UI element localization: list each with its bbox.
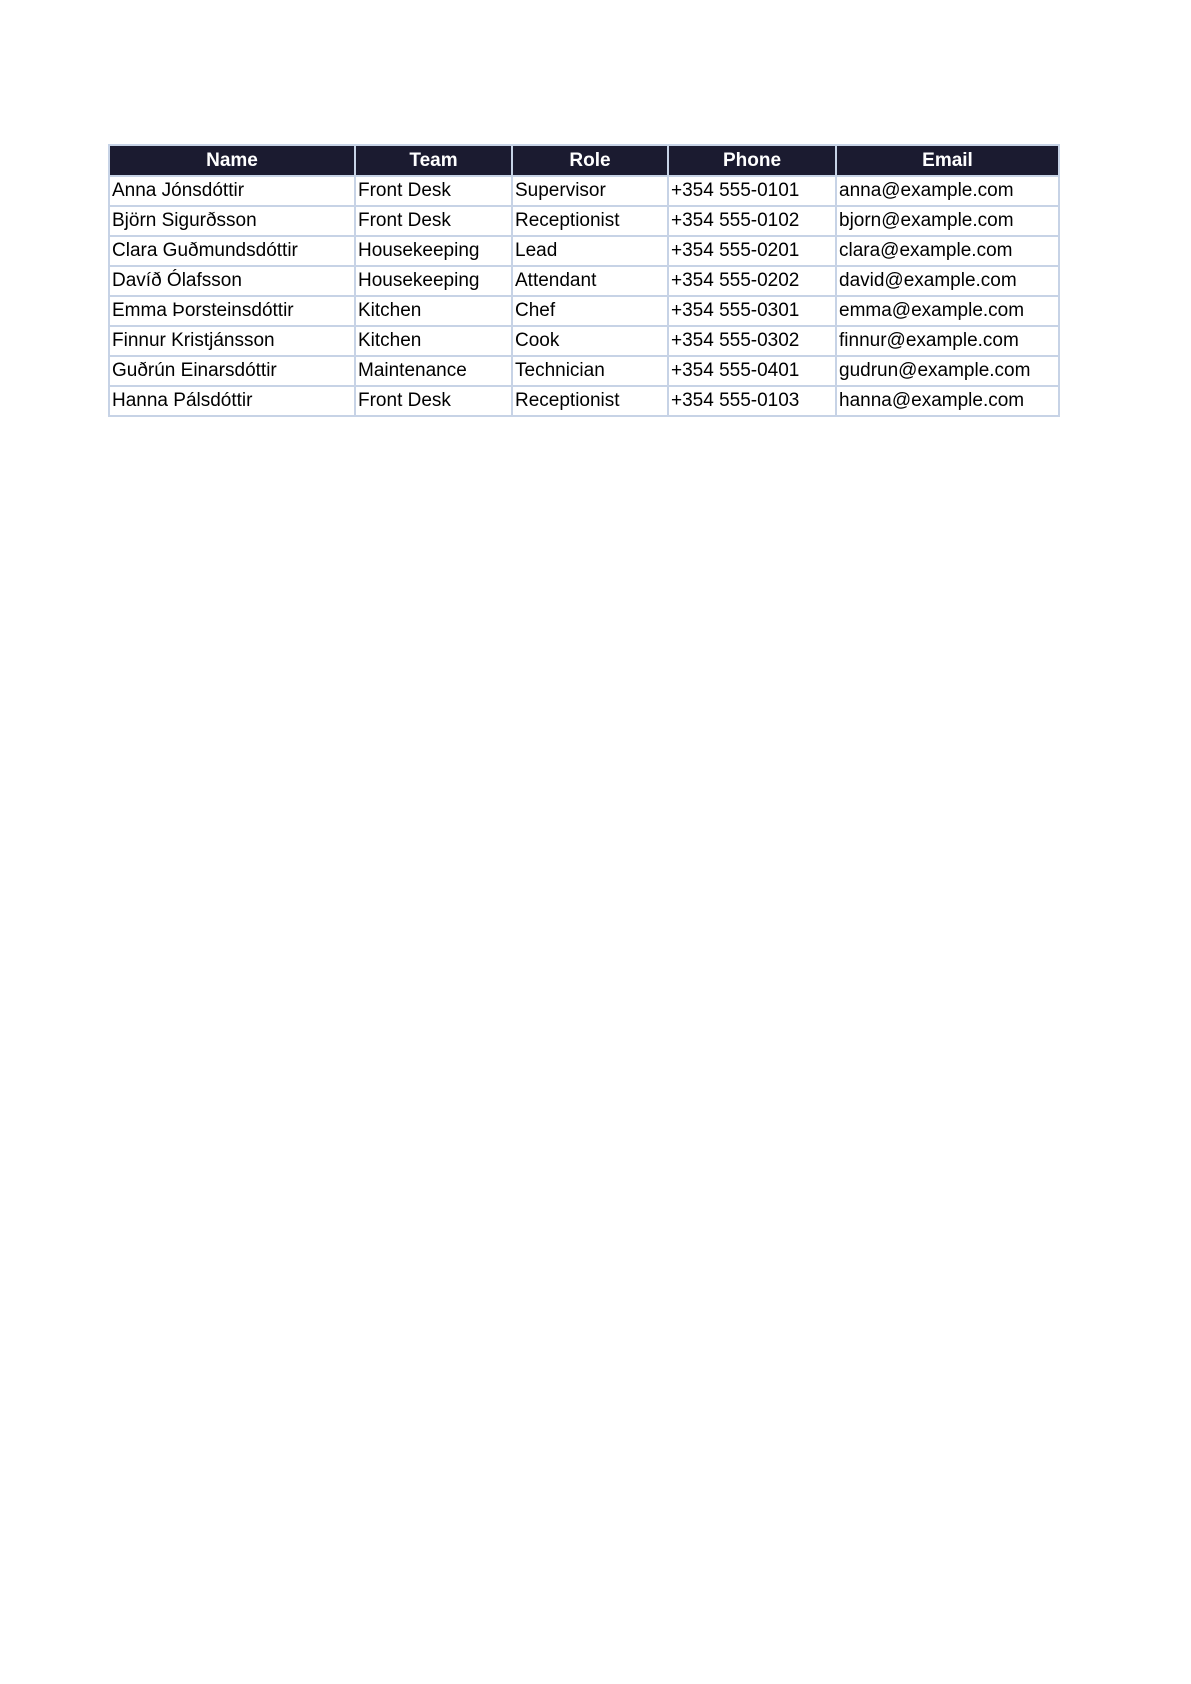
cell-name: Finnur Kristjánsson bbox=[109, 326, 355, 356]
table-row bbox=[109, 206, 1059, 236]
cell-email: hanna@example.com bbox=[836, 386, 1059, 416]
cell-team: Kitchen bbox=[355, 326, 512, 356]
column-header-email: Email bbox=[836, 145, 1059, 176]
cell-team: Kitchen bbox=[355, 296, 512, 326]
cell-name: Björn Sigurðsson bbox=[109, 206, 355, 236]
table-row bbox=[109, 236, 1059, 266]
cell-email: finnur@example.com bbox=[836, 326, 1059, 356]
cell-name: Clara Guðmundsdóttir bbox=[109, 236, 355, 266]
table-header-row bbox=[109, 145, 1059, 176]
cell-email: emma@example.com bbox=[836, 296, 1059, 326]
cell-role: Lead bbox=[512, 236, 668, 266]
cell-email: david@example.com bbox=[836, 266, 1059, 296]
column-header-team: Team bbox=[355, 145, 512, 176]
cell-email: anna@example.com bbox=[836, 176, 1059, 206]
cell-team: Maintenance bbox=[355, 356, 512, 386]
cell-phone: +354 555-0201 bbox=[668, 236, 836, 266]
cell-email: gudrun@example.com bbox=[836, 356, 1059, 386]
table-row bbox=[109, 266, 1059, 296]
cell-phone: +354 555-0302 bbox=[668, 326, 836, 356]
cell-phone: +354 555-0101 bbox=[668, 176, 836, 206]
cell-email: bjorn@example.com bbox=[836, 206, 1059, 236]
cell-phone: +354 555-0301 bbox=[668, 296, 836, 326]
table-row bbox=[109, 356, 1059, 386]
cell-phone: +354 555-0103 bbox=[668, 386, 836, 416]
table-row bbox=[109, 326, 1059, 356]
cell-role: Attendant bbox=[512, 266, 668, 296]
table-row bbox=[109, 386, 1059, 416]
column-header-role: Role bbox=[512, 145, 668, 176]
table-row bbox=[109, 176, 1059, 206]
cell-team: Front Desk bbox=[355, 206, 512, 236]
column-header-name: Name bbox=[109, 145, 355, 176]
column-header-phone: Phone bbox=[668, 145, 836, 176]
table-row bbox=[109, 296, 1059, 326]
cell-phone: +354 555-0202 bbox=[668, 266, 836, 296]
cell-role: Technician bbox=[512, 356, 668, 386]
cell-phone: +354 555-0102 bbox=[668, 206, 836, 236]
cell-role: Receptionist bbox=[512, 386, 668, 416]
cell-role: Receptionist bbox=[512, 206, 668, 236]
cell-team: Front Desk bbox=[355, 176, 512, 206]
cell-name: Davíð Ólafsson bbox=[109, 266, 355, 296]
cell-role: Cook bbox=[512, 326, 668, 356]
cell-name: Hanna Pálsdóttir bbox=[109, 386, 355, 416]
cell-team: Front Desk bbox=[355, 386, 512, 416]
cell-name: Guðrún Einarsdóttir bbox=[109, 356, 355, 386]
cell-team: Housekeeping bbox=[355, 236, 512, 266]
cell-email: clara@example.com bbox=[836, 236, 1059, 266]
cell-name: Anna Jónsdóttir bbox=[109, 176, 355, 206]
cell-name: Emma Þorsteinsdóttir bbox=[109, 296, 355, 326]
staff-table bbox=[108, 144, 1060, 417]
cell-role: Supervisor bbox=[512, 176, 668, 206]
cell-phone: +354 555-0401 bbox=[668, 356, 836, 386]
cell-role: Chef bbox=[512, 296, 668, 326]
cell-team: Housekeeping bbox=[355, 266, 512, 296]
